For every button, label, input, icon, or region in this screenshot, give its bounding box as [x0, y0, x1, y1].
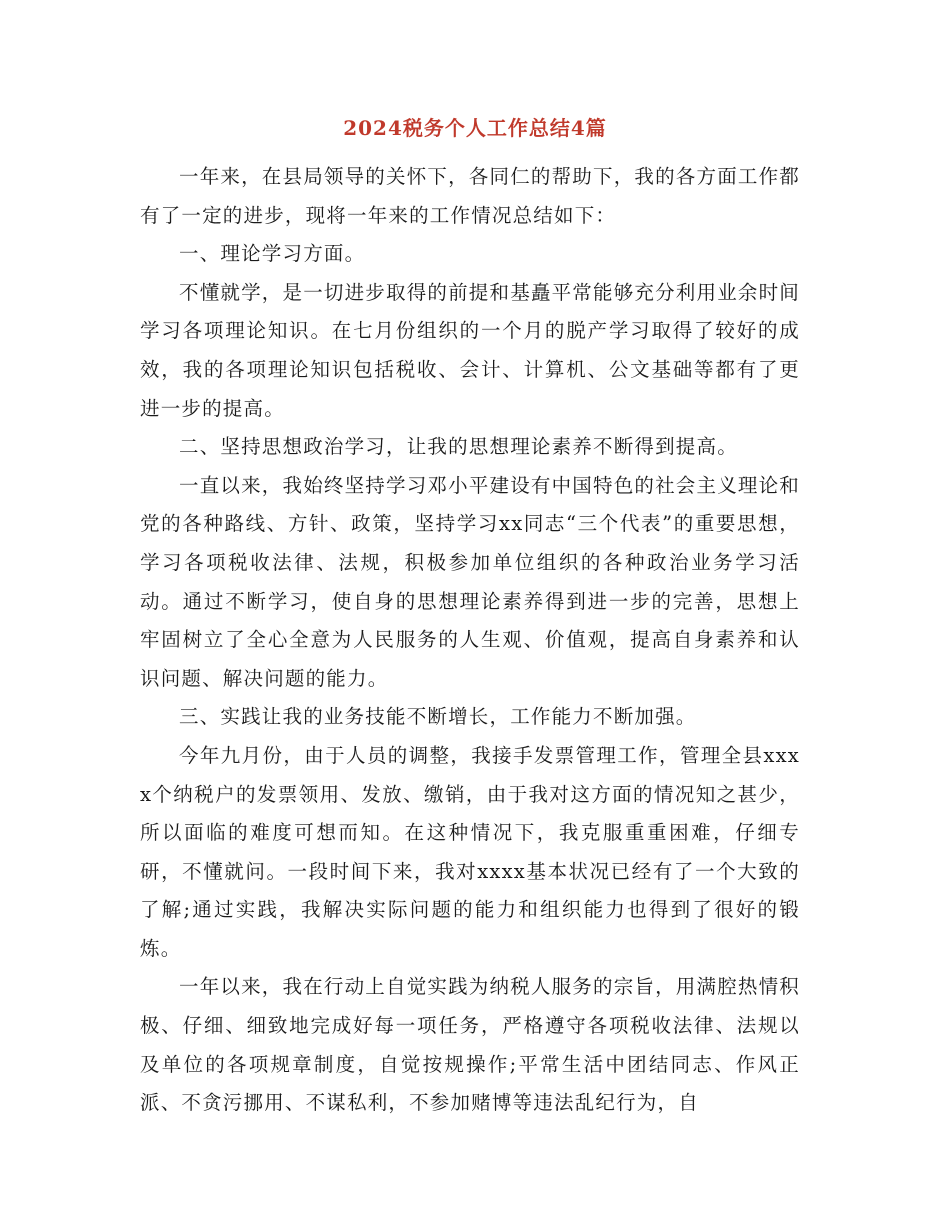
- document-body: [140, 158, 800, 1123]
- section-heading-practice: 三、实践让我的业务技能不断增长，工作能力不断加强。: [179, 705, 697, 729]
- section-heading-theory-study: 一、理论学习方面。: [179, 242, 366, 266]
- paragraph-invoice-management: 今年九月份，由于人员的调整，我接手发票管理工作，管理全县xxxx个纳税户的发票领用、发放、缴销，由于我对这方面的情况知之甚少，所以面临的难度可想而知。在这种情况下，我克服重重困难，仔细专研，不懂就问。一段时间下来，我对xxxx基本状况已经有了一个大致的了解;通过实践，我解决实际问题的能力和组织能力也得到了很好的锻炼。: [140, 743, 800, 960]
- document-title: 2024税务个人工作总结4篇: [343, 116, 607, 140]
- paragraph-conduct: 一年以来，我在行动上自觉实践为纳税人服务的宗旨，用满腔热情积极、仔细、细致地完成好每一项任务，严格遵守各项税收法律、法规以及单位的各项规章制度，自觉按规操作;平常生活中团结同志、作风正派、不贪污挪用、不谋私利，不参加赌博等违法乱纪行为，自: [140, 975, 801, 1115]
- paragraph-political-study: 一直以来，我始终坚持学习邓小平建设有中国特色的社会主义理论和党的各种路线、方针、政策，坚持学习xx同志“三个代表”的重要思想，学习各项税收法律、法规，积极参加单位组织的各种政治业务学习活动。通过不断学习，使自身的思想理论素养得到进一步的完善，思想上牢固树立了全心全意为人民服务的人生观、价值观，提高自身素养和认识问题、解决问题的能力。: [140, 473, 801, 690]
- section-heading-political-study: 二、坚持思想政治学习，让我的思想理论素养不断得到提高。: [179, 435, 738, 459]
- paragraph-theory-study: 不懂就学，是一切进步取得的前提和基矗平常能够充分利用业余时间学习各项理论知识。在七月份组织的一个月的脱产学习取得了较好的成效，我的各项理论知识包括税收、会计、计算机、公文基础等都有了更进一步的提高。: [140, 280, 801, 420]
- paragraph-intro: 一年来，在县局领导的关怀下，各同仁的帮助下，我的各方面工作都有了一定的进步，现将一年来的工作情况总结如下：: [140, 165, 801, 227]
